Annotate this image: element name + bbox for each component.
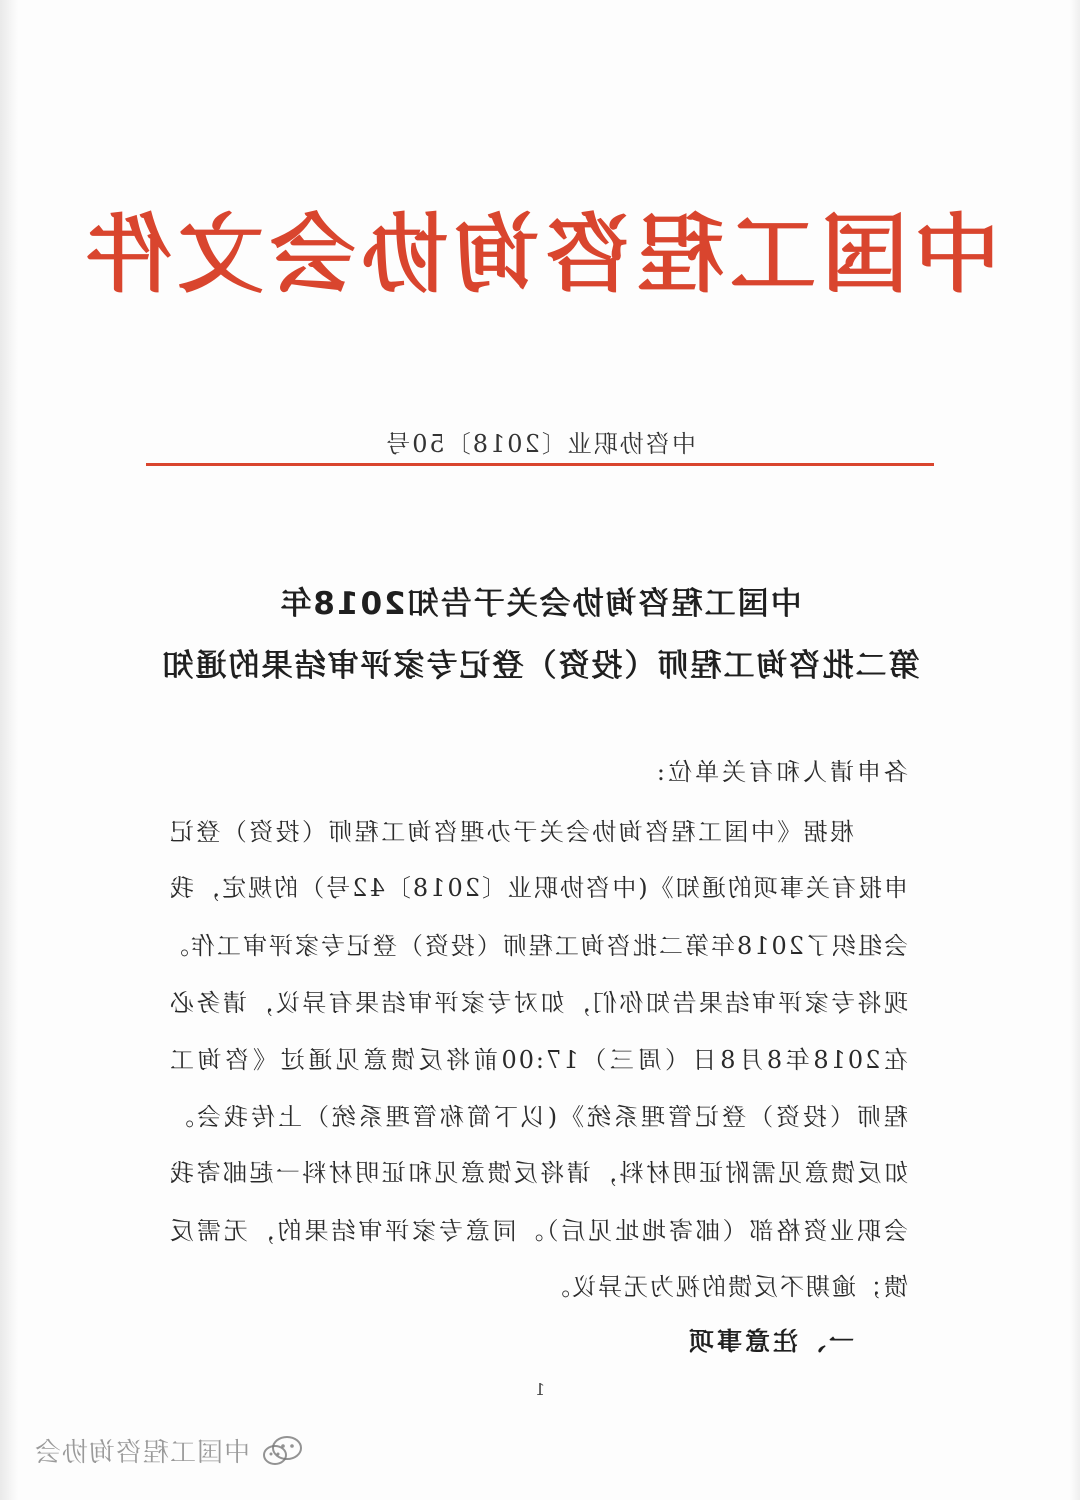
body-line-3: 会组织了2018年第二批咨询工程师（投资）登记专家评审工作。	[162, 932, 908, 960]
section-heading: 一、注意事项	[685, 1327, 854, 1356]
body-line-2: 申报有关事项的通知》(中咨协职业〔2018〕42号）的规定，我	[168, 874, 908, 902]
wechat-icon	[260, 1433, 304, 1469]
body-line-7: 如反馈意见需附证明材料，请将反馈意见和证明材料一起邮寄我	[168, 1159, 908, 1187]
body-line-8: 会职业资格部（邮寄地址见后）。同意专家评审结果的，无需反	[168, 1217, 908, 1245]
notice-title-line-2: 第二批咨询工程师（投资）登记专家评审结果的通知	[160, 648, 920, 684]
body-line-4: 现将专家评审结果告知你们，如对专家评审结果有异议，请务必	[168, 989, 908, 1017]
page-number: 1	[534, 1380, 546, 1399]
salutation: 各申请人和有关单位:	[653, 758, 908, 786]
watermark-text: 中国工程咨询协会	[34, 1438, 251, 1468]
notice-title-line-1: 中国工程咨询协会关于告知2018年	[278, 586, 802, 622]
document-masthead: 中国工程咨询协会文件	[80, 205, 1000, 305]
document-number: 中咨协职业〔2018〕50号	[384, 430, 696, 458]
body-line-6: 程师（投资）登记管理系统》(以下简称管理系统）上传我会。	[168, 1103, 908, 1131]
body-line-1: 根据《中国工程咨询协会关于办理咨询工程师（投资）登记	[168, 818, 854, 846]
body-line-5: 在2018年8月8日（周三）17:00前将反馈意见通过《咨询工	[168, 1046, 908, 1074]
body-line-9: 馈；逾期不反馈的视为无异议。	[544, 1273, 908, 1301]
watermark	[34, 1432, 304, 1469]
red-divider-line	[146, 463, 934, 466]
